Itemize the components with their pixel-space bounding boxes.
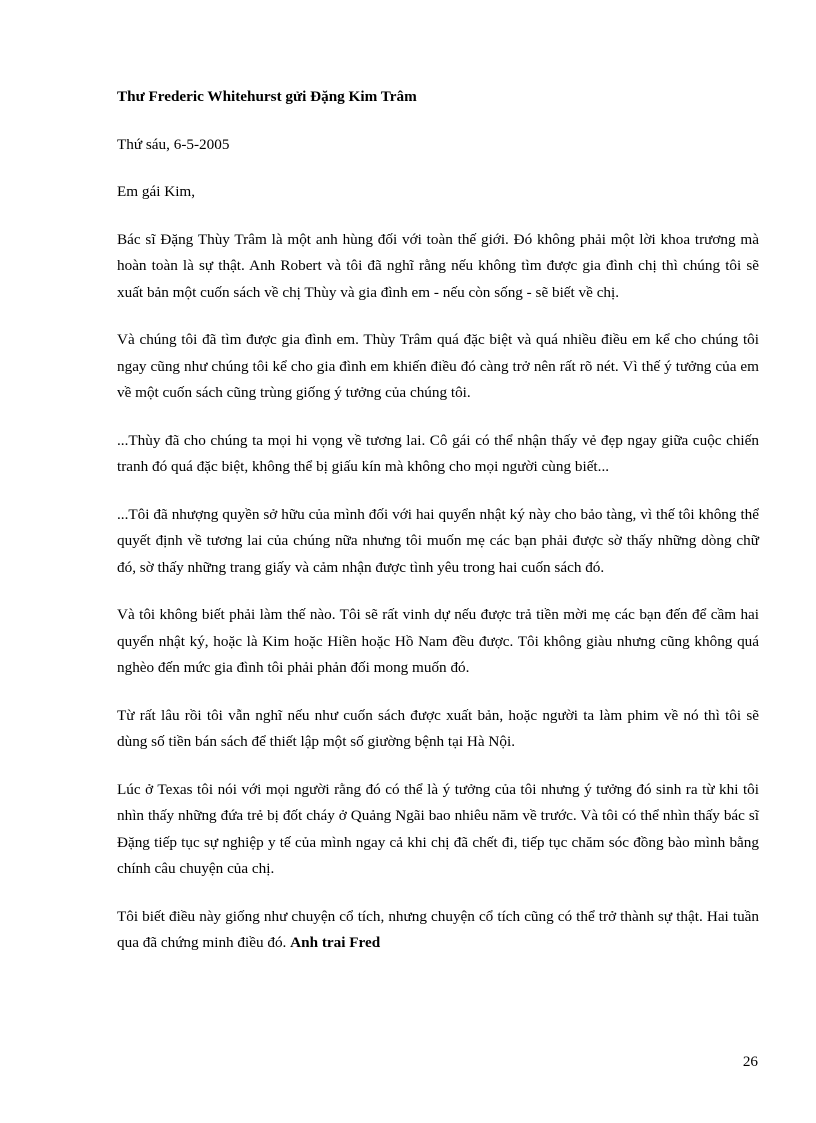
closing-text: Tôi biết điều này giống như chuyện cổ tích, nhưng chuyện cổ tích cũng có thể trở thành sự thật. Hai tuần qua đã chứng minh điều đó. <box>117 907 759 951</box>
letter-greeting: Em gái Kim, <box>117 183 196 200</box>
letter-body <box>117 84 759 957</box>
letter-title: Thư Frederic Whitehurst gửi Đặng Kim Trâm <box>117 88 417 105</box>
paragraph: Lúc ở Texas tôi nói với mọi người rằng đó có thể là ý tưởng của tôi nhưng ý tưởng đó sinh ra từ khi tôi nhìn thấy những đứa trẻ bị đốt cháy ở Quảng Ngãi bao nhiêu năm về trước. Và tôi có thể nhìn thấy bác sĩ Đặng tiếp tục sự nghiệp y tế của mình ngay cả khi chị đã chết đi, tiếp tục chăm sóc đồng bào mình bằng chính câu chuyện của chị. <box>117 780 759 877</box>
paragraph: Bác sĩ Đặng Thùy Trâm là một anh hùng đối với toàn thế giới. Đó không phải một lời khoa trương mà hoàn toàn là sự thật. Anh Robert và tôi đã nghĩ rằng nếu không tìm được gia đình chị thì chúng tôi sẽ xuất bản một cuốn sách về chị Thùy và gia đình em - nếu còn sống - sẽ biết về chị. <box>117 230 759 301</box>
paragraph: ...Thùy đã cho chúng ta mọi hi vọng về tương lai. Cô gái có thể nhận thấy vẻ đẹp ngay giữa cuộc chiến tranh đó quá đặc biệt, không thể bị giấu kín mà không cho mọi người cùng biết... <box>117 431 759 475</box>
paragraph: Từ rất lâu rồi tôi vẫn nghĩ nếu như cuốn sách được xuất bản, hoặc người ta làm phim về nó thì tôi sẽ dùng số tiền bán sách để thiết lập một số giường bệnh tại Hà Nội. <box>117 706 759 750</box>
letter-date: Thứ sáu, 6-5-2005 <box>117 135 230 153</box>
paragraph: ...Tôi đã nhượng quyền sở hữu của mình đối với hai quyển nhật ký này cho bảo tàng, vì thế tôi không thể quyết định về tương lai của chúng nữa nhưng tôi muốn mẹ các bạn phải được sờ thấy những dòng chữ đó, sờ thấy những trang giấy và cảm nhận được tình yêu trong hai cuốn sách đó. <box>117 505 759 576</box>
closing-paragraph <box>117 904 759 957</box>
paragraph: Và tôi không biết phải làm thế nào. Tôi sẽ rất vinh dự nếu được trả tiền mời mẹ các bạn đến để cầm hai quyển nhật ký, hoặc là Kim hoặc Hiền hoặc Hồ Nam đều được. Tôi không giàu nhưng cũng không quá nghèo đến mức gia đình tôi phải phản đối mong muốn đó. <box>117 606 759 676</box>
signoff: Anh trai Fred <box>290 934 381 951</box>
page-number: 26 <box>742 1053 758 1070</box>
paragraph: Và chúng tôi đã tìm được gia đình em. Thùy Trâm quá đặc biệt và quá nhiều điều em kể cho chúng tôi ngay cũng như chúng tôi kể cho gia đình em khiến điều đó càng trở nên rất rõ nét. Vì thế ý tưởng của em về một cuốn sách cũng trùng giống ý tưởng của chúng tôi. <box>117 331 759 401</box>
